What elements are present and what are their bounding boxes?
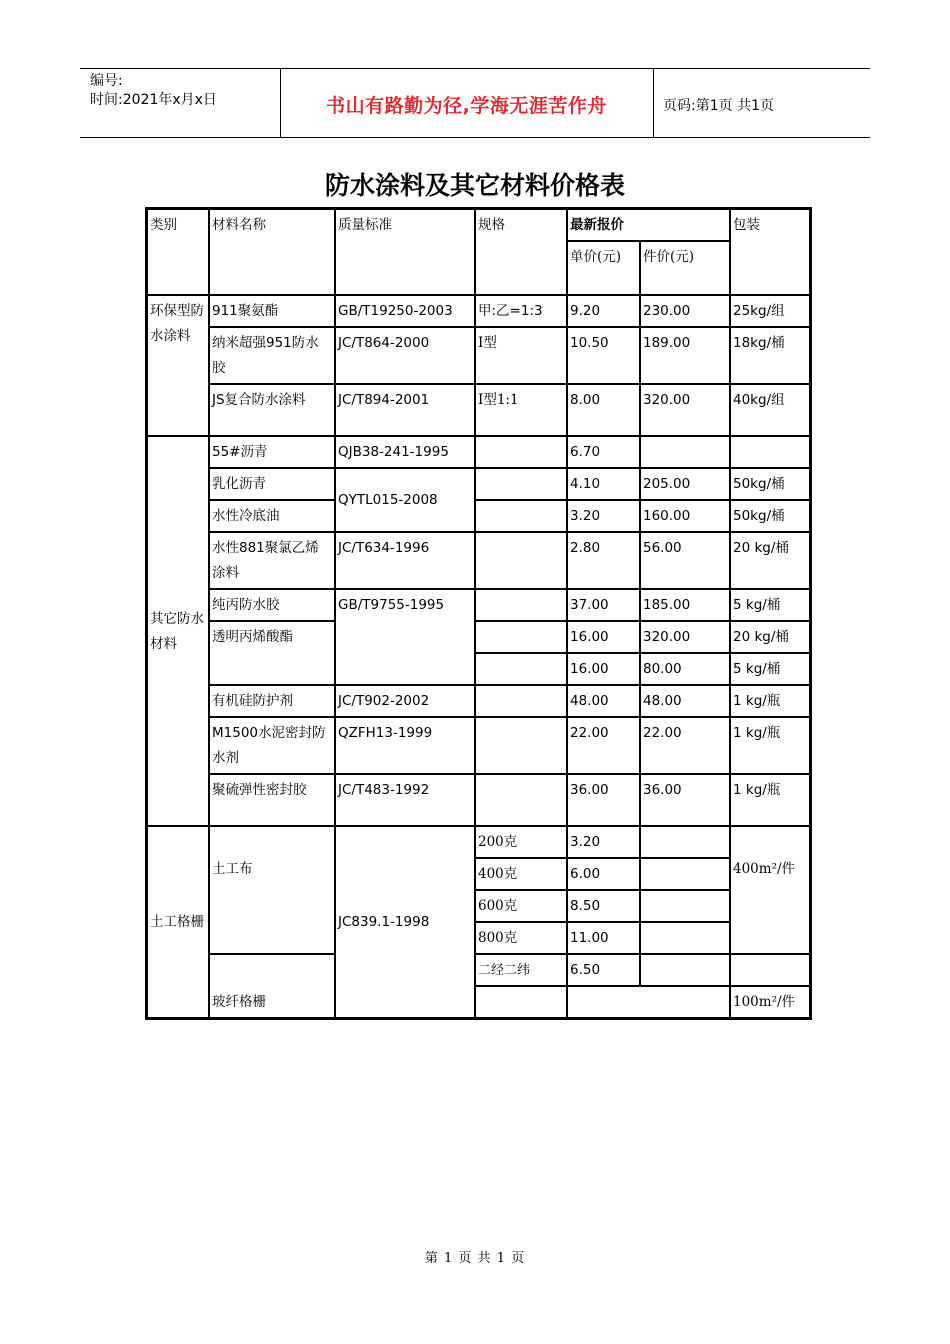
header-motto: 书山有路勤为径,学海无涯苦作舟 bbox=[326, 95, 607, 117]
spec bbox=[475, 468, 567, 500]
table-row bbox=[147, 468, 810, 500]
piece-price: 185.00 bbox=[640, 589, 730, 621]
table-row bbox=[147, 954, 810, 986]
unit-price: 2.80 bbox=[567, 532, 640, 589]
spec: 400克 bbox=[475, 858, 567, 890]
material-name: 土工布 bbox=[209, 826, 335, 954]
unit-price: 16.00 bbox=[567, 653, 640, 685]
header-quality-standard: 质量标准 bbox=[335, 209, 475, 295]
piece-price: 36.00 bbox=[640, 774, 730, 826]
table-row bbox=[147, 327, 810, 384]
header-material-name: 材料名称 bbox=[209, 209, 335, 295]
piece-price bbox=[640, 826, 730, 858]
table-row bbox=[147, 532, 810, 589]
header-category: 类别 bbox=[147, 209, 209, 295]
unit-price: 8.50 bbox=[567, 890, 640, 922]
material-name: 水性881聚氯乙烯涂料 bbox=[209, 532, 335, 589]
unit-price: 6.50 bbox=[567, 954, 640, 986]
spec bbox=[475, 685, 567, 717]
category-cell: 环保型防水涂料 bbox=[147, 295, 209, 436]
packaging: 50kg/桶 bbox=[730, 500, 810, 532]
spec bbox=[475, 653, 567, 685]
quality-standard: JC/T483-1992 bbox=[335, 774, 475, 826]
unit-price: 10.50 bbox=[567, 327, 640, 384]
page-title: 防水涂料及其它材料价格表 bbox=[324, 171, 625, 200]
table-row bbox=[147, 717, 810, 774]
material-name: 水性冷底油 bbox=[209, 500, 335, 532]
piece-price bbox=[640, 922, 730, 954]
piece-price: 56.00 bbox=[640, 532, 730, 589]
material-name: 玻纤格栅 bbox=[209, 954, 335, 1018]
quality-standard: GB/T19250-2003 bbox=[335, 295, 475, 327]
spec bbox=[475, 436, 567, 468]
table-row bbox=[147, 436, 810, 468]
material-name: M1500水泥密封防水剂 bbox=[209, 717, 335, 774]
unit-price: 37.00 bbox=[567, 589, 640, 621]
packaging: 100m²/件 bbox=[730, 986, 810, 1018]
quality-standard: JC/T902-2002 bbox=[335, 685, 475, 717]
header-divider bbox=[653, 69, 654, 137]
document-number-label: 编号: bbox=[90, 73, 123, 89]
spec bbox=[475, 774, 567, 826]
page-header bbox=[80, 68, 870, 138]
material-name: 纯丙防水胶 bbox=[209, 589, 335, 621]
packaging bbox=[730, 436, 810, 468]
unit-price: 48.00 bbox=[567, 685, 640, 717]
unit-price: 9.20 bbox=[567, 295, 640, 327]
piece-price: 22.00 bbox=[640, 717, 730, 774]
table-row bbox=[147, 589, 810, 621]
document-time-label: 时间:2021年x月x日 bbox=[90, 92, 217, 108]
table-row bbox=[147, 774, 810, 826]
material-name: 透明丙烯酸酯 bbox=[209, 621, 335, 685]
material-name: 乳化沥青 bbox=[209, 468, 335, 500]
header-latest-price: 最新报价 bbox=[567, 209, 730, 241]
price-cell bbox=[567, 986, 730, 1018]
quality-standard: QJB38-241-1995 bbox=[335, 436, 475, 468]
piece-price bbox=[640, 890, 730, 922]
unit-price: 3.20 bbox=[567, 500, 640, 532]
spec bbox=[475, 532, 567, 589]
spec bbox=[475, 500, 567, 532]
packaging: 20 kg/桶 bbox=[730, 532, 810, 589]
spec: 二经二纬 bbox=[475, 954, 567, 986]
piece-price bbox=[640, 436, 730, 468]
quality-standard: JC/T634-1996 bbox=[335, 532, 475, 589]
packaging: 40kg/组 bbox=[730, 384, 810, 436]
header-unit-price: 单价(元) bbox=[567, 241, 640, 295]
spec: 600克 bbox=[475, 890, 567, 922]
packaging: 20 kg/桶 bbox=[730, 621, 810, 653]
unit-price: 4.10 bbox=[567, 468, 640, 500]
table-row bbox=[147, 826, 810, 858]
header-spec: 规格 bbox=[475, 209, 567, 295]
piece-price: 80.00 bbox=[640, 653, 730, 685]
unit-price: 8.00 bbox=[567, 384, 640, 436]
packaging: 1 kg/瓶 bbox=[730, 774, 810, 826]
packaging: 18kg/桶 bbox=[730, 327, 810, 384]
spec bbox=[475, 589, 567, 621]
spec bbox=[475, 986, 567, 1018]
quality-standard: JC/T864-2000 bbox=[335, 327, 475, 384]
category-cell: 土工格栅 bbox=[147, 826, 209, 1018]
piece-price: 189.00 bbox=[640, 327, 730, 384]
material-name: 55#沥青 bbox=[209, 436, 335, 468]
piece-price: 320.00 bbox=[640, 621, 730, 653]
packaging bbox=[730, 954, 810, 986]
quality-standard: JC839.1-1998 bbox=[335, 826, 475, 1018]
packaging: 5 kg/桶 bbox=[730, 653, 810, 685]
category-cell: 其它防水材料 bbox=[147, 436, 209, 826]
packaging: 5 kg/桶 bbox=[730, 589, 810, 621]
material-name: 911聚氨酯 bbox=[209, 295, 335, 327]
spec: 甲:乙=1:3 bbox=[475, 295, 567, 327]
unit-price: 11.00 bbox=[567, 922, 640, 954]
price-table bbox=[145, 207, 812, 1020]
piece-price: 205.00 bbox=[640, 468, 730, 500]
header-packaging: 包装 bbox=[730, 209, 810, 295]
header-piece-price: 件价(元) bbox=[640, 241, 730, 295]
header-page-info: 页码:第1页 共1页 bbox=[663, 98, 774, 114]
spec bbox=[475, 621, 567, 653]
spec: Ⅰ型 bbox=[475, 327, 567, 384]
packaging: 1 kg/瓶 bbox=[730, 717, 810, 774]
quality-standard: JC/T894-2001 bbox=[335, 384, 475, 436]
material-name: 聚硫弹性密封胶 bbox=[209, 774, 335, 826]
quality-standard: QYTL015-2008 bbox=[335, 468, 475, 532]
unit-price: 36.00 bbox=[567, 774, 640, 826]
table-row bbox=[147, 295, 810, 327]
unit-price: 6.70 bbox=[567, 436, 640, 468]
quality-standard: QZFH13-1999 bbox=[335, 717, 475, 774]
packaging: 400m²/件 bbox=[730, 826, 810, 954]
unit-price: 22.00 bbox=[567, 717, 640, 774]
piece-price bbox=[640, 954, 730, 986]
unit-price: 6.00 bbox=[567, 858, 640, 890]
material-name: 有机硅防护剂 bbox=[209, 685, 335, 717]
spec: Ⅰ型1:1 bbox=[475, 384, 567, 436]
spec: 800克 bbox=[475, 922, 567, 954]
table-row bbox=[147, 384, 810, 436]
unit-price: 16.00 bbox=[567, 621, 640, 653]
table-row bbox=[147, 685, 810, 717]
packaging: 50kg/桶 bbox=[730, 468, 810, 500]
piece-price: 320.00 bbox=[640, 384, 730, 436]
material-name: 纳米超强951防水胶 bbox=[209, 327, 335, 384]
quality-standard: GB/T9755-1995 bbox=[335, 589, 475, 685]
table-header-row bbox=[147, 209, 810, 241]
table-row bbox=[147, 500, 810, 532]
unit-price: 3.20 bbox=[567, 826, 640, 858]
spec: 200克 bbox=[475, 826, 567, 858]
packaging: 25kg/组 bbox=[730, 295, 810, 327]
piece-price: 160.00 bbox=[640, 500, 730, 532]
page-footer: 第 1 页 共 1 页 bbox=[424, 1251, 526, 1266]
piece-price: 48.00 bbox=[640, 685, 730, 717]
piece-price bbox=[640, 858, 730, 890]
packaging: 1 kg/瓶 bbox=[730, 685, 810, 717]
material-name: JS复合防水涂料 bbox=[209, 384, 335, 436]
table-row bbox=[147, 621, 810, 653]
spec bbox=[475, 717, 567, 774]
piece-price: 230.00 bbox=[640, 295, 730, 327]
